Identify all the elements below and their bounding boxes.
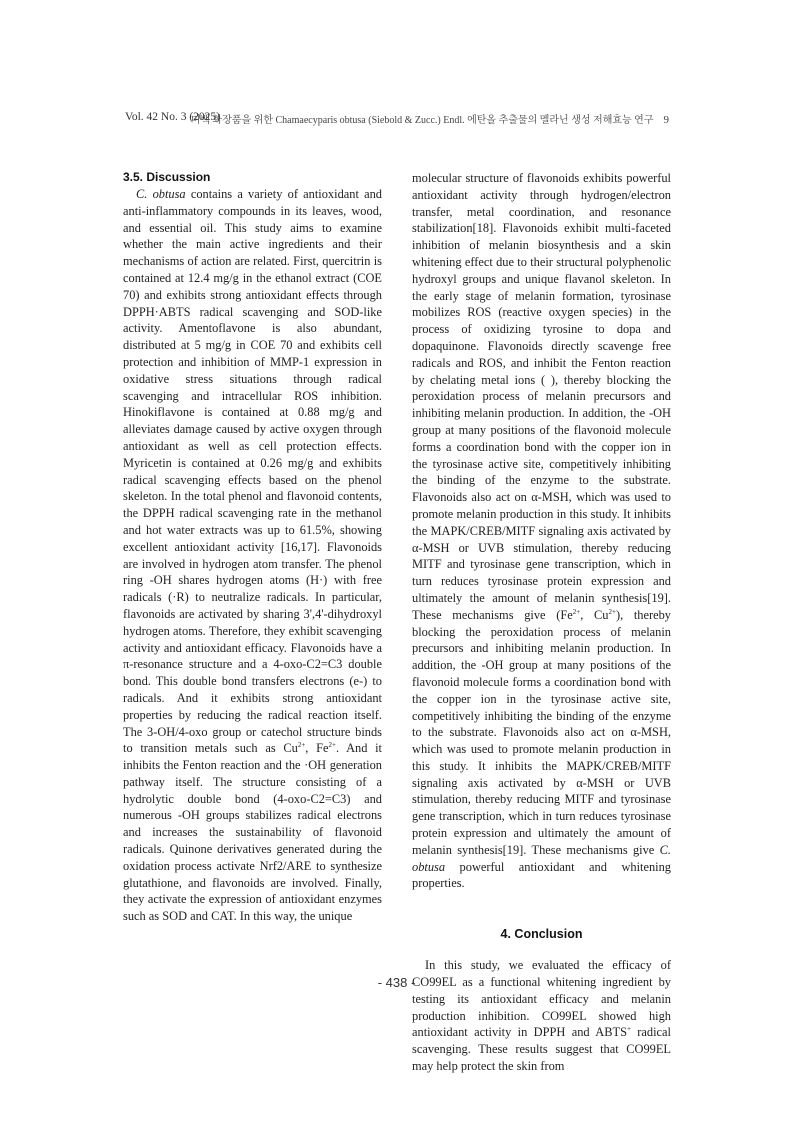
page-footer: - 438 - (377, 975, 416, 990)
metal-cu: Cu (594, 607, 609, 622)
conclusion-text-continued: radical scavenging. These results suggest that CO99EL may help protect the skin from (412, 1025, 671, 1074)
discussion-text-overflow: molecular structure of flavonoids exhibits powerful antioxidant activity through hydrogen/electron transfer, metal coordination, and resonance stabilization[18]. Flavonoids exhibit multi-faceted inhibition of melanin biosynthesis and a skin whitening effect due to their structural polyphenolic hydroxyl groups and unique flavanol skeleton. In the early stage of melanin formation, tyrosinase mobilizes ROS (reactive oxygen species) in the process of oxidizing tyrosine to dopa and dopaquinone. Flavonoids directly scavenge free radicals and ROS, and inhibit the Fenton reaction by chelating metal ions ( (412, 171, 671, 387)
abts-superscript: + (626, 1025, 631, 1034)
ion-separator: , (305, 741, 317, 756)
metal-cu-charge: 2+ (608, 607, 616, 616)
species-name-end: C. obtusa (412, 842, 671, 874)
conclusion-text: In this study, we evaluated the efficacy of CO99EL as a functional whitening ingredient by testing its antioxidant efficacy and melanin production inhibition. CO99EL showed high antioxidant activity in DPPH and ABTS (412, 958, 671, 1040)
metal-fe: Fe (560, 607, 573, 622)
metal-fe-charge: 2+ (572, 607, 581, 616)
discussion-text: contains a variety of antioxidant and anti-inflammatory compounds in its leaves, wood, and essential oil. This study aims to examine whether the main active ingredients and their mechanisms of action are related. First, quercitrin is contained at 12.4 mg/g in the ethanol extract (COE 70) and exhibits strong antioxidant effects through DPPH·ABTS radical scavenging and SOD-like activity. Amentoflavone is also abundant, distributed at 5 mg/g in COE 70 and exhibits cell protection and inhibition of MMP-1 expression in oxidative stress situations through radical scavenging and intracellular ROS inhibition. Hinokiflavone is contained at 0.88 mg/g and alleviates damage caused by active oxygen through antioxidant as well as cell protection effects. Myricetin is contained at 0.26 mg/g and exhibits radical scavenging effects based on the phenol skeleton. In the total phenol and flavonoid contents, the DPPH radical scavenging rate in the methanol and hot water extracts was up to 61.5%, showing excellent antioxidant activity [16,17]. Flavonoids are involved in hydrogen atom transfer. The phenol ring -OH shares hydrogen atoms (H·) with free radicals (·R) to neutralize radicals. In particular, flavonoids are activated by sharing 3',4'-dihydroxyl hydrogen atoms. Therefore, they exhibit scavenging activity and antioxidant efficacy. Flavonoids have a π-resonance structure and a 4-oxo-C2=C3 double bond. This double bond transfers electrons (e-) to radicals. And it exhibits strong antioxidant properties by reducing the radical reaction itself. The 3-OH/4-oxo group or catechol structure binds to transition metals such as (123, 187, 382, 756)
discussion-text-3: ), thereby blocking the peroxidation process of melanin precursors and inhibiting melanin production. In addition, the -OH group at many positions of the flavonoid molecule forms a coordination bond with the copper ion in the tyrosinase active site, competitively inhibiting the binding of the enzyme to the substrate. Flavonoids also act on α-MSH, which was used to promote melanin production in this study. It inhibits the MAPK/CREB/MITF signaling axis activated by α-MSH or UVB stimulation, thereby reducing MITF and tyrosinase gene transcription, which in turn reduces tyrosinase protein expression and ultimately the amount of melanin synthesis[19]. These mechanisms give (412, 607, 672, 857)
discussion-paragraph-continued (412, 170, 671, 892)
header-page-number: 9 (663, 114, 669, 126)
metal-separator: , (580, 607, 595, 622)
fe-charge: 2+ (328, 741, 336, 750)
left-column (123, 170, 382, 925)
conclusion-heading: 4. Conclusion (500, 927, 583, 942)
running-title: 미백 화장품을 위한 Chamaecyparis obtusa (Siebold & Zucc.) Endl. 에탄올 추출물의 멜라닌 생성 저해효능 연구 (190, 115, 654, 126)
discussion-text-2: ), thereby blocking the peroxidation process of melanin precursors and inhibiting melanin production. In addition, the -OH group at many positions of the flavonoid molecule forms a coordination bond with the copper ion in the tyrosinase active site, competitively inhibiting the binding of the enzyme to the substrate. Flavonoids also act on α-MSH, which was used to promote melanin production in this study. It inhibits the MAPK/CREB/MITF signaling axis activated by α-MSH or UVB stimulation, thereby reducing MITF and tyrosinase gene transcription, which in turn reduces tyrosinase protein expression and ultimately the amount of melanin synthesis[19]. These mechanisms give ( (412, 372, 671, 622)
journal-volume: Vol. 42 No. 3 (2025) (125, 111, 220, 123)
cu-ion: Cu (283, 741, 298, 756)
cu-charge: 2+ (297, 741, 306, 750)
species-name: C. obtusa (136, 187, 186, 201)
discussion-paragraph (123, 186, 382, 925)
right-column (412, 170, 671, 1075)
running-header (191, 111, 669, 126)
discussion-heading: 3.5. Discussion (123, 170, 211, 184)
discussion-end: powerful antioxidant and whitening properties. (412, 859, 671, 891)
discussion-text-continued: . And it inhibits the Fenton reaction and the ·OH generation pathway itself. The structure consisting of a hydrolytic double bond (4-oxo-C2=C3) and numerous -OH groups stabilizes radical electrons and increases the sustainability of flavonoid radicals. Quinone derivatives generated during the oxidation process activate Nrf2/ARE to synthesize glutathione, and flavonoids are involved. Finally, they activate the expression of antioxidant enzymes such as SOD and CAT. In this way, the unique (123, 741, 383, 924)
fe-ion: Fe (316, 741, 329, 756)
